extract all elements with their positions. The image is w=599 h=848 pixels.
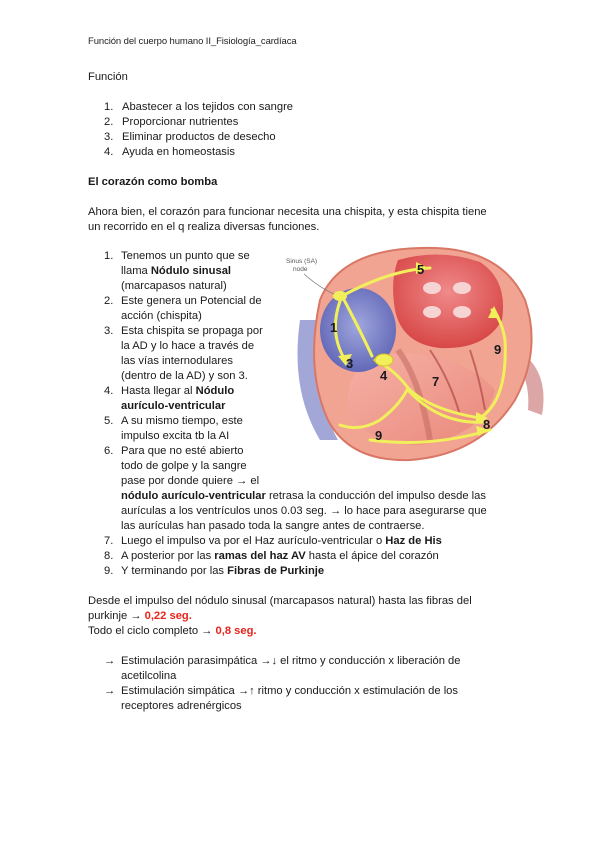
highlight-time: 0,8 seg. bbox=[215, 625, 257, 637]
summary-line bbox=[88, 609, 192, 624]
bold-term: Haz de His bbox=[385, 535, 442, 547]
heart-conduction-figure bbox=[280, 240, 548, 472]
step-text: Hasta llegar al bbox=[121, 385, 196, 397]
figure-number: 3 bbox=[346, 356, 354, 371]
intro-line: Ahora bien, el corazón para funcionar necesita una chispita, y esta chispita tiene bbox=[88, 206, 487, 218]
summary-line: Desde el impulso del nódulo sinusal (marcapasos natural) hasta las fibras del bbox=[88, 595, 472, 607]
bold-term: Fibras de Purkinje bbox=[227, 565, 325, 577]
stim-line: receptores adrenérgicos bbox=[121, 700, 242, 712]
list-number: 4. bbox=[104, 146, 114, 158]
sa-node-label: Sinus (SA) bbox=[286, 258, 318, 265]
step-number: 6. bbox=[104, 445, 114, 457]
bold-term: ramas del haz AV bbox=[214, 550, 306, 562]
step-line: Esta chispita se propaga por bbox=[121, 325, 263, 337]
list-text: Ayuda en homeostasis bbox=[122, 146, 235, 158]
stim-line: acetilcolina bbox=[121, 670, 177, 682]
step-text: Luego el impulso va por el Haz aurículo-ventricular o bbox=[121, 535, 386, 547]
step-line bbox=[121, 534, 442, 549]
arrow-bullet: → bbox=[104, 655, 116, 667]
list-item bbox=[104, 130, 276, 145]
vein-opening bbox=[453, 306, 471, 318]
step-number: 8. bbox=[104, 550, 114, 562]
step-line: todo de golpe y la sangre bbox=[121, 460, 247, 472]
highlight-time: 0,22 seg. bbox=[144, 610, 192, 622]
step-line bbox=[121, 489, 486, 504]
step-line bbox=[121, 264, 231, 279]
stim-line: Estimulación simpática →↑ ritmo y conducción x estimulación de los bbox=[121, 685, 459, 697]
list-text: Abastecer a los tejidos con sangre bbox=[122, 101, 294, 113]
list-item bbox=[104, 115, 238, 130]
step-number: 1. bbox=[104, 250, 114, 262]
page-header: Función del cuerpo humano II_Fisiología_cardíaca bbox=[88, 36, 297, 47]
step-line: aurículo-ventricular bbox=[121, 400, 226, 412]
step-line: aurículas a los ventrículos unos 0.03 seg. → lo hace para asegurarse que bbox=[121, 505, 487, 517]
av-node bbox=[375, 354, 393, 366]
list-number: 3. bbox=[104, 131, 114, 143]
figure-number: 9 bbox=[494, 342, 502, 357]
bold-term: nódulo aurículo-ventricular bbox=[121, 490, 266, 502]
figure-number: 9 bbox=[375, 428, 383, 443]
summary-line bbox=[88, 624, 257, 639]
figure-number: 5 bbox=[417, 262, 425, 277]
step-text: hasta el ápice del corazón bbox=[305, 550, 439, 562]
list-number: 1. bbox=[104, 101, 114, 113]
bold-term: Nódulo bbox=[195, 385, 235, 397]
step-number: 4. bbox=[104, 385, 114, 397]
figure-number: 7 bbox=[432, 374, 440, 389]
step-line: Tenemos un punto que se bbox=[121, 250, 250, 262]
step-line: Para que no esté abierto bbox=[121, 445, 244, 457]
step-line: A su mismo tiempo, este bbox=[121, 415, 243, 427]
summary-text: Todo el ciclo completo → bbox=[88, 625, 216, 637]
stim-line: Estimulación parasimpática →↓ el ritmo y conducción x liberación de bbox=[121, 655, 461, 667]
step-line: acción (chispita) bbox=[121, 310, 202, 322]
step-line: (dentro de la AD) y son 3. bbox=[121, 370, 248, 382]
list-text: Proporcionar nutrientes bbox=[122, 116, 239, 128]
vein-opening bbox=[453, 282, 471, 294]
figure-number: 4 bbox=[380, 368, 388, 383]
vein-opening bbox=[423, 306, 441, 318]
step-line: las aurículas han pasado toda la sangre antes de contraerse. bbox=[121, 520, 425, 532]
list-item bbox=[104, 100, 293, 115]
left-atrium bbox=[393, 254, 503, 348]
list-number: 2. bbox=[104, 116, 114, 128]
step-line: impulso excita tb la AI bbox=[121, 430, 230, 442]
list-item bbox=[104, 145, 235, 160]
step-line: (marcapasos natural) bbox=[121, 280, 227, 292]
section-title-bomba: El corazón como bomba bbox=[88, 176, 218, 188]
step-text: Y terminando por las bbox=[121, 565, 228, 577]
step-line bbox=[121, 549, 439, 564]
step-number: 9. bbox=[104, 565, 114, 577]
step-number: 7. bbox=[104, 535, 114, 547]
step-number: 2. bbox=[104, 295, 114, 307]
sa-node-label: node bbox=[293, 266, 308, 273]
step-line bbox=[121, 564, 324, 579]
step-line: pase por donde quiere → el bbox=[121, 475, 260, 487]
arrow-bullet: → bbox=[104, 685, 116, 697]
vein-opening bbox=[423, 282, 441, 294]
figure-number: 8 bbox=[483, 417, 491, 432]
figure-number: 1 bbox=[330, 320, 338, 335]
sa-node bbox=[333, 291, 347, 301]
step-number: 5. bbox=[104, 415, 114, 427]
step-number: 3. bbox=[104, 325, 114, 337]
step-line: Este genera un Potencial de bbox=[121, 295, 262, 307]
step-line: las vías internodulares bbox=[121, 355, 233, 367]
bold-term: Nódulo sinusal bbox=[150, 265, 232, 277]
step-line bbox=[121, 384, 234, 399]
step-text: A posterior por las bbox=[121, 550, 215, 562]
summary-text: purkinje → bbox=[88, 610, 145, 622]
step-text: retrasa la conducción del impulso desde las bbox=[265, 490, 486, 502]
section-title-funcion: Función bbox=[88, 71, 128, 83]
intro-line: un recorrido en el q realiza diversas funciones. bbox=[88, 221, 320, 233]
step-line: la AD y lo hace a través de bbox=[121, 340, 255, 352]
list-text: Eliminar productos de desecho bbox=[122, 131, 276, 143]
step-text: llama bbox=[121, 265, 151, 277]
